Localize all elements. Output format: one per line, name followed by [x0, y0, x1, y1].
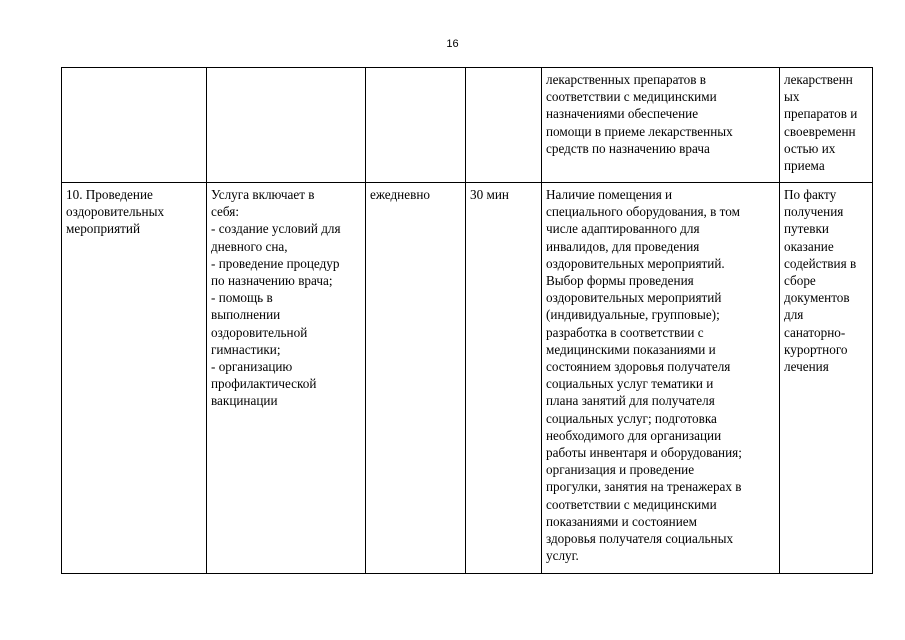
- cell-duration-text: 30 мин: [470, 187, 509, 202]
- cell-frequency: [366, 68, 466, 183]
- cell-content-text: Услуга включает в себя: - создание условий для дневного сна, - проведение процедур по назначению врача; - помощь в выполнении оздоровительной гимнастики; - организацию профилактической вакцинации: [211, 187, 341, 409]
- cell-conditions-text: лекарственных препаратов в соответствии с медицинскими назначениями обеспечение помощи в приеме лекарственных средств по назначению врача: [546, 72, 733, 156]
- cell-evaluation: [780, 68, 873, 183]
- cell-frequency: [366, 183, 466, 574]
- cell-duration: [466, 183, 542, 574]
- cell-conditions: [542, 183, 780, 574]
- table-row-health-activities: [62, 183, 873, 574]
- cell-conditions-text: Наличие помещения и специального оборудования, в том числе адаптированного для инвалидов, для проведения оздоровительных мероприятий. Выбор формы проведения оздоровительных мероприятий (индивидуальные, групповые); разработка в соответствии с медицинскими показаниями и состоянием здоровья получателя социальных услуг тематики и плана занятий для получателя социальных услуг; подготовка необходимого для организации работы инвентаря и оборудования; организация и проведение прогулки, занятия на тренажерах в соответствии с медицинскими показаниями и состоянием здоровья получателя социальных услуг.: [546, 187, 742, 564]
- cell-frequency-text: ежедневно: [370, 187, 430, 202]
- services-table: [61, 67, 873, 574]
- cell-conditions: [542, 68, 780, 183]
- cell-evaluation: [780, 183, 873, 574]
- cell-service: [62, 183, 207, 574]
- page-number: 16: [446, 38, 459, 50]
- table-row-continuation: [62, 68, 873, 183]
- cell-evaluation-text: лекарственн ых препаратов и своевременн остью их приема: [784, 72, 858, 174]
- cell-service-text: 10. Проведение оздоровительных мероприятий: [66, 187, 165, 237]
- cell-content: [207, 183, 366, 574]
- cell-evaluation-text: По факту получения путевки оказание содействия в сборе документов для санаторно- курортного лечения: [784, 187, 857, 375]
- cell-duration: [466, 68, 542, 183]
- cell-content: [207, 68, 366, 183]
- cell-service: [62, 68, 207, 183]
